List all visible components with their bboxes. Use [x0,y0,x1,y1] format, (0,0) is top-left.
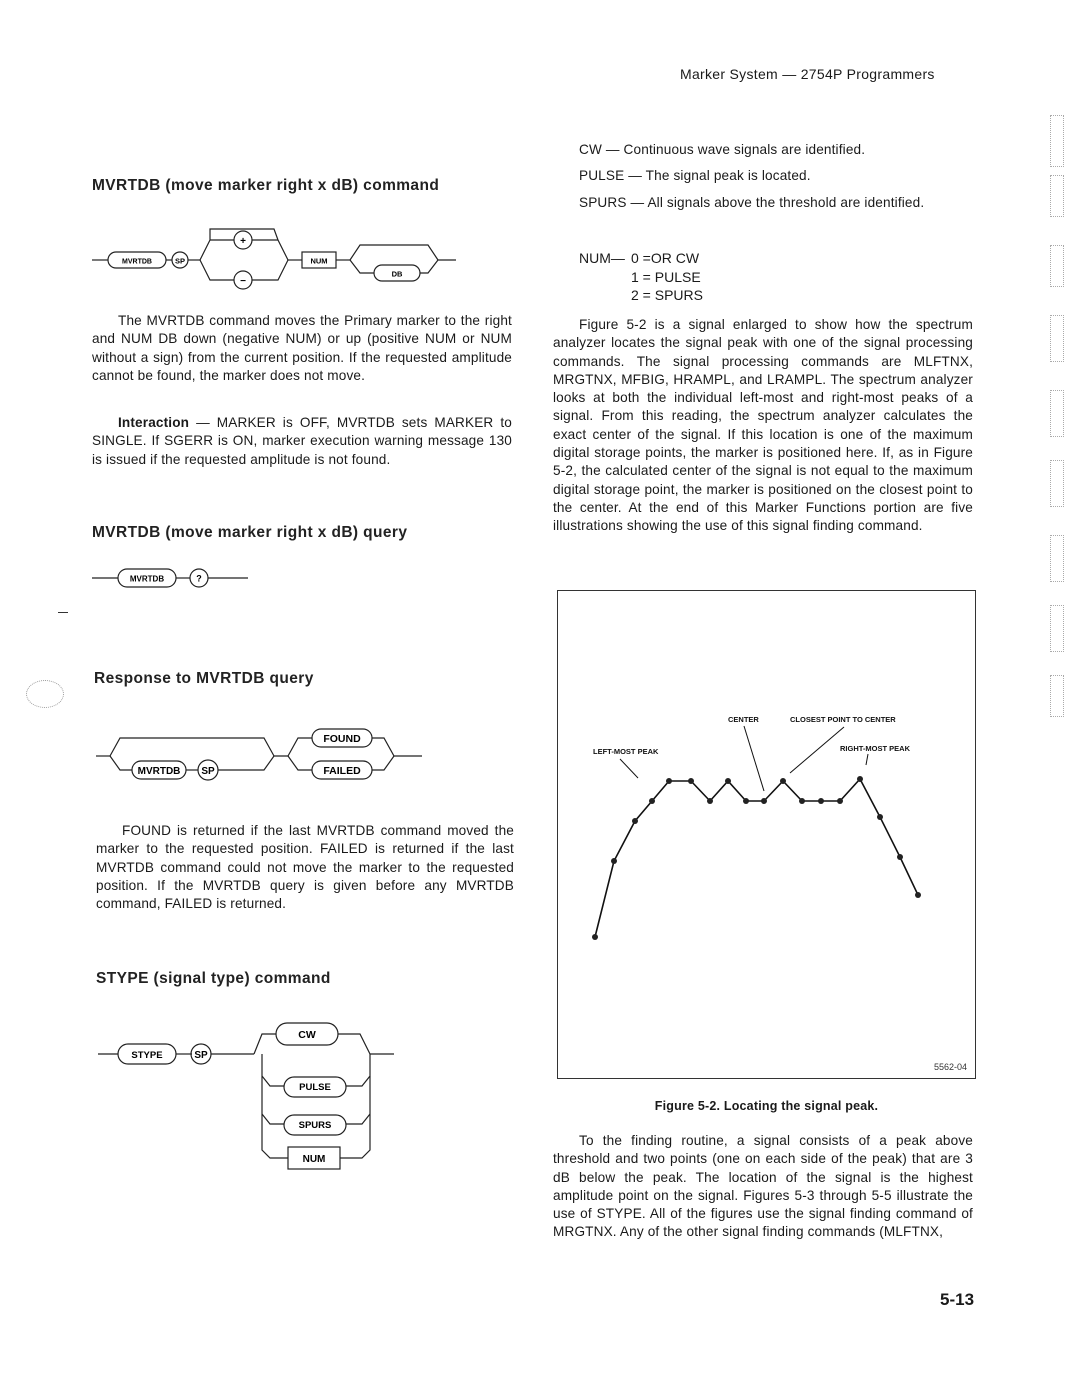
signal-peak-plot [558,591,974,1077]
svg-text:PULSE: PULSE [299,1082,331,1093]
svg-text:SP: SP [201,766,215,777]
page-number: 5-13 [940,1290,975,1309]
svg-text:−: − [240,276,246,287]
syntax-diagram-stype-command [94,1010,424,1180]
svg-text:MVRTDB: MVRTDB [122,258,152,266]
edge-tab-mark [1050,315,1064,362]
section-heading-mvrtdb-command: MVRTDB (move marker right x dB) command [92,177,440,194]
figure-5-2 [557,590,976,1079]
svg-text:RIGHT-MOST PEAK: RIGHT-MOST PEAK [840,744,911,753]
finding-routine-text: To the finding routine, a signal consists of a peak above threshold and two points (one on each side of the peak) that are 3 dB below the peak. The location of the signal is the highest amplitude point on the signal. Figures 5-3 through 5-5 illustrate the use of STYPE. All of the figures use the signal finding command of MRGTNX. Any of the other signal finding commands (MLFTNX, [553,1133,973,1240]
section-heading-stype-command: STYPE (signal type) command [96,970,331,987]
section-heading-response: Response to MVRTDB query [94,670,314,687]
svg-text:SPURS: SPURS [298,1120,332,1131]
edge-tab-mark [1050,390,1064,437]
svg-text:FAILED: FAILED [323,765,361,777]
edge-tab-mark [1050,460,1064,507]
svg-text:FOUND: FOUND [323,733,361,745]
syntax-diagram-mvrtdb-command [88,215,468,295]
svg-text:DB: DB [391,269,403,279]
edge-tab-mark [1050,115,1064,167]
svg-text:NUM: NUM [310,256,328,266]
svg-text:LEFT-MOST PEAK: LEFT-MOST PEAK [593,747,659,756]
svg-text:MVRTDB: MVRTDB [129,574,165,584]
num-values-list: NUM— 0 =OR CW 1 = PULSE 2 = SPURS [579,250,703,303]
margin-mark [58,612,68,613]
edge-tab-mark [1050,675,1064,717]
mvrtdb-description: The MVRTDB command moves the Primary marker to the right and NUM DB down (negative NUM) or up (positive NUM or NUM without a sign) from the current position. If the requested amplitude cannot be found, the marker does not move. [92,313,512,383]
svg-text:+: + [240,236,246,247]
section-heading-mvrtdb-query: MVRTDB (move marker right x dB) query [92,524,408,541]
response-description: FOUND is returned if the last MVRTDB command moved the marker to the requested position. FAILED is returned if the last MVRTDB command could not move the marker to the requested position. If the MVRTDB query is given before any MVRTDB command, FAILED is returned. [96,823,514,912]
edge-tab-mark [1050,605,1064,652]
def-spurs: SPURS — All signals above the threshold are identified. [579,195,925,210]
svg-text:NUM: NUM [302,1154,326,1165]
edge-tab-mark [1050,245,1064,287]
svg-text:SP: SP [174,256,186,266]
scan-stamp [26,680,64,708]
syntax-diagram-mvrtdb-response [92,718,452,788]
svg-text:CLOSEST POINT TO CENTER: CLOSEST POINT TO CENTER [790,715,896,724]
svg-text:CENTER: CENTER [728,715,759,724]
edge-tab-mark [1050,535,1064,582]
syntax-diagram-mvrtdb-query [88,562,268,594]
def-pulse: PULSE — The signal peak is located. [579,168,811,183]
figure-id: 5562-04 [933,1062,967,1072]
figure-caption: Figure 5-2. Locating the signal peak. [654,1099,879,1113]
edge-tab-mark [1050,175,1064,217]
mvrtdb-interaction: Interaction — MARKER is OFF, MVRTDB sets MARKER to SINGLE. If SGERR is ON, marker execution warning message 130 is issued if the requested amplitude is not found. [92,415,512,467]
def-cw: CW — Continuous wave signals are identified. [579,142,866,157]
svg-text:STYPE: STYPE [131,1050,163,1061]
svg-text:CW: CW [298,1029,316,1041]
figure-explanation: Figure 5-2 is a signal enlarged to show how the spectrum analyzer locates the signal peak with one of the signal processing commands. The signal processing commands are MLFTNX, MRGTNX, MFBIG, HRAMPL, and LRAMPL. The spectrum analyzer looks at both the individual left-most and right-most peaks of a signal. From this reading, the spectrum analyzer calculates the exact center of the signal. If this location is one of the maximum digital storage points, the marker is positioned here. If, as in Figure 5-2, the calculated center of the signal is not equal to the maximum digital storage point, the marker is positioned on the closest point to the center. At the end of this Marker Functions portion are five illustrations showing the use of this signal finding command. [553,317,973,534]
running-header: Marker System — 2754P Programmers [680,66,935,82]
svg-text:MVRTDB: MVRTDB [137,766,181,777]
svg-text:?: ? [196,573,202,584]
svg-text:SP: SP [194,1050,208,1061]
